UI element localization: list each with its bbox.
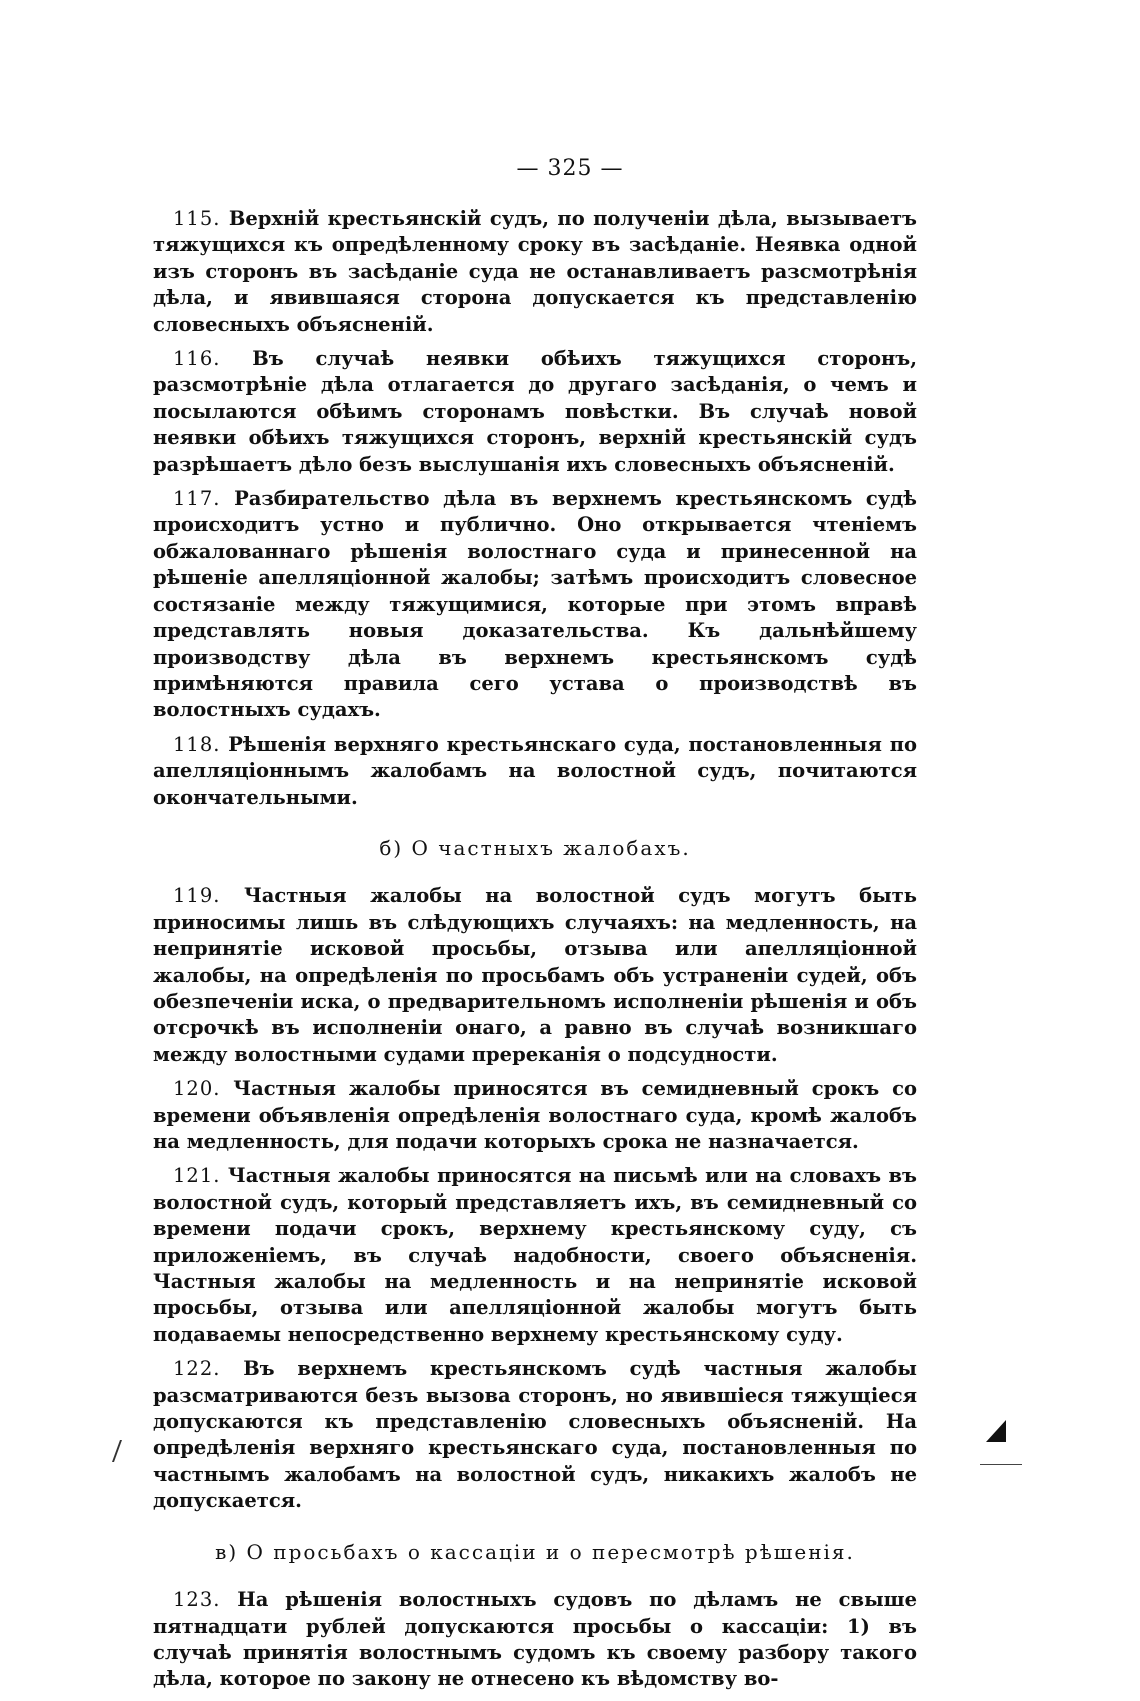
article-number: 116. xyxy=(173,347,221,371)
article-123 xyxy=(153,1587,917,1693)
article-number: 122. xyxy=(173,1357,221,1381)
article-120 xyxy=(153,1076,917,1155)
article-number: 120. xyxy=(173,1077,221,1101)
article-text: Въ верхнемъ крестьянскомъ судѣ частныя жалобы разсматриваются безъ вызова сторонъ, но явившіеся тяжущіеся допускаются къ представленію словесныхъ объясненій. На опредѣленія верхняго крестьянскаго суда, постановленныя по частнымъ жалобамъ на волостной судъ, никакихъ жалобъ не допускается. xyxy=(153,1357,917,1513)
scan-rule xyxy=(980,1464,1022,1465)
article-119 xyxy=(153,883,917,1068)
article-text: Въ случаѣ неявки обѣихъ тяжущихся сторонъ, разсмотрѣніе дѣла отлагается до другаго засѣданія, о чемъ и посылаются обѣимъ сторонамъ повѣстки. Въ случаѣ новой неявки обѣихъ тяжущихся сторонъ, верхній крестьянскій судъ разрѣшаетъ дѣло безъ выслушанія ихъ словесныхъ объясненій. xyxy=(153,347,918,476)
article-121 xyxy=(153,1163,917,1348)
article-number: 117. xyxy=(173,487,221,511)
article-text: На рѣшенія волостныхъ судовъ по дѣламъ не свыше пятнадцати рублей допускаются просьбы о кассаціи: 1) въ случаѣ принятія волостнымъ судомъ къ своему разбору такого дѣла, которое по закону не отнесено къ вѣдомству во- xyxy=(153,1588,917,1691)
scan-speck-icon xyxy=(112,1440,126,1462)
section-heading-b: б) О частныхъ жалобахъ. xyxy=(379,835,691,860)
article-number: 119. xyxy=(173,884,221,908)
article-text: Разбирательство дѣла въ верхнемъ крестьянскомъ судѣ происходитъ устно и публично. Оно открывается чтеніемъ обжалованнаго рѣшенія волостнаго суда и принесенной на рѣшеніе апелляціонной жалобы; затѣмъ происходитъ словесное состязаніе между тяжущимися, которые при этомъ вправѣ представлять новыя доказательства. Къ дальнѣйшему производству дѣла въ верхнемъ крестьянскомъ судѣ примѣняются правила сего устава о производствѣ въ волостныхъ судахъ. xyxy=(153,487,917,722)
article-text: Частныя жалобы на волостной судъ могутъ быть приносимы лишь въ слѣдующихъ случаяхъ: на медленность, на непринятіе исковой просьбы, отзыва или апелляціонной жалобы, на опредѣленія по просьбамъ объ устраненіи судей, объ обезпеченіи иска, о предварительномъ исполненіи рѣшенія и объ отсрочкѣ въ исполненіи онаго, а равно въ случаѣ возникшаго между волостными судами пререканія о подсудности. xyxy=(153,884,917,1066)
article-117 xyxy=(153,486,917,724)
document-body xyxy=(153,206,917,1701)
article-number: 121. xyxy=(173,1164,221,1188)
article-number: 123. xyxy=(173,1588,221,1612)
article-116 xyxy=(153,346,917,478)
article-number: 115. xyxy=(173,207,221,230)
article-text: Частныя жалобы приносятся на письмѣ или на словахъ въ волостной судъ, который представляетъ ихъ, въ семидневный со времени подачи срокъ, верхнему крестьянскому суду, съ приложеніемъ, въ случаѣ надобности, своего объясненія. Частныя жалобы на медленность и на непринятіе исковой просьбы, отзыва или апелляціонной жалобы могутъ быть подаваемы непосредственно верхнему крестьянскому суду. xyxy=(153,1164,917,1346)
article-122 xyxy=(153,1356,917,1514)
article-number: 118. xyxy=(173,732,221,756)
scan-mark-icon xyxy=(986,1420,1006,1442)
section-heading-v: в) О просьбахъ о кассаціи и о пересмотрѣ рѣшенія. xyxy=(215,1539,855,1564)
article-118 xyxy=(153,732,917,811)
article-text: Частныя жалобы приносятся въ семидневный срокъ со времени объявленія опредѣленія волостнаго суда, кромѣ жалобъ на медленность, для подачи которыхъ срока не назначается. xyxy=(153,1077,917,1153)
article-text: Верхній крестьянскій судъ, по полученіи дѣла, вызываетъ тяжущихся къ опредѣленному сроку въ засѣданіе. Неявка одной изъ сторонъ въ засѣданіе суда не останавливаетъ разсмотрѣнія дѣла, и явившаяся сторона допускается къ представленію словесныхъ объясненій. xyxy=(153,207,917,336)
article-text: Рѣшенія верхняго крестьянскаго суда, постановленныя по апелляціоннымъ жалобамъ на волостной судъ, почитаются окончательными. xyxy=(153,732,917,809)
article-115 xyxy=(153,206,917,338)
page-number: — 325 — xyxy=(516,156,624,181)
